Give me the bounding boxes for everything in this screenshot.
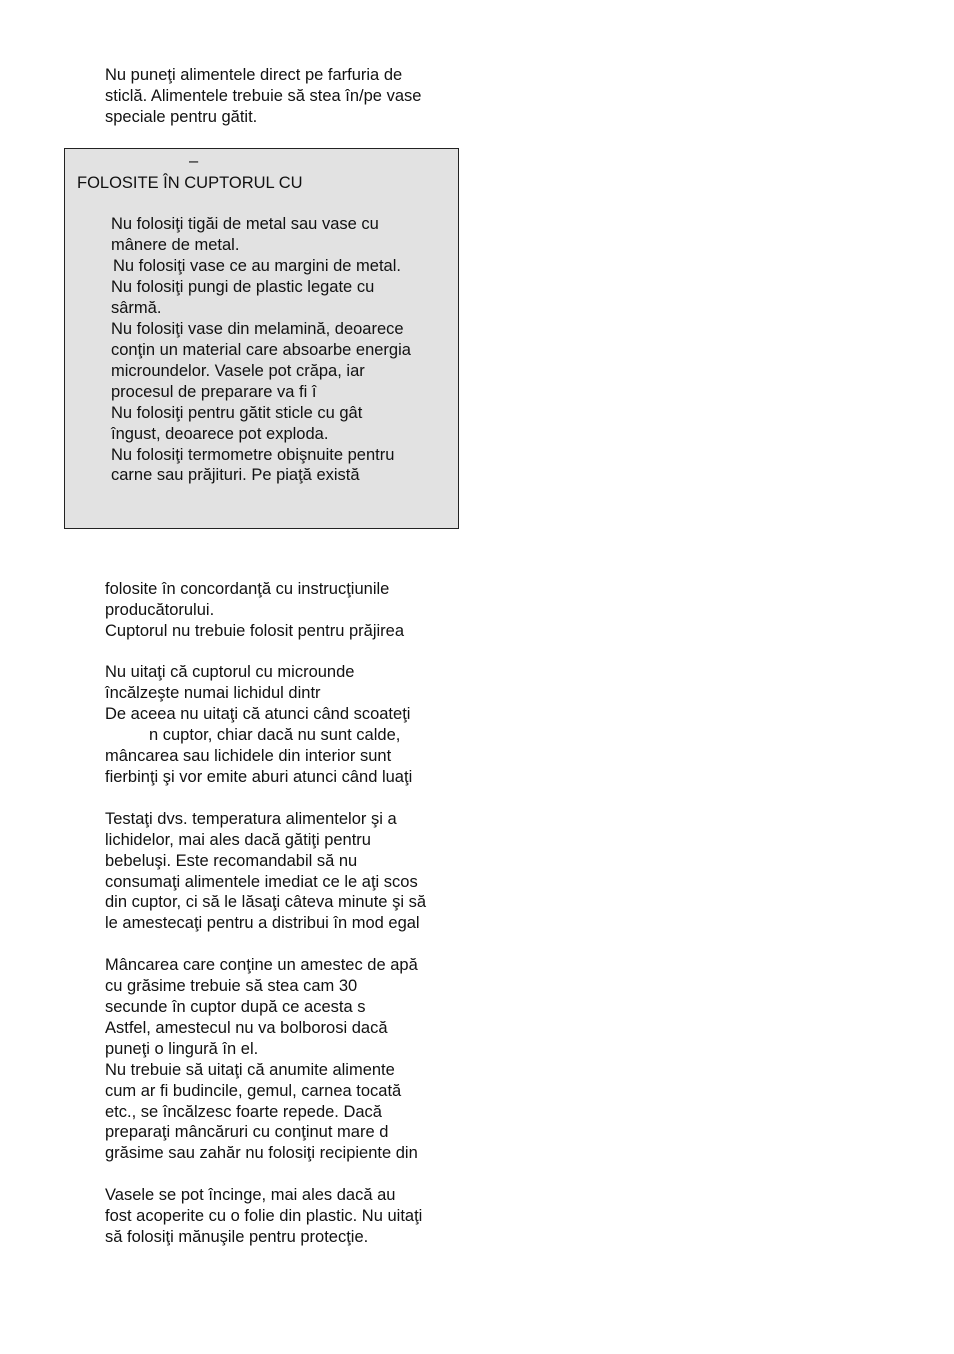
paragraph-line: cum ar fi budincile, gemul, carnea tocată	[105, 1082, 402, 1100]
warning-box-line: îngust, deoarece pot exploda.	[111, 425, 329, 443]
warning-box-line: procesul de preparare va fi î	[111, 383, 317, 401]
warning-box-line: Nu folosiţi pungi de plastic legate cu	[111, 278, 375, 296]
paragraph-line: le amestecaţi pentru a distribui în mod egal	[105, 914, 420, 932]
paragraph-line: Mâncarea care conţine un amestec de apă	[105, 956, 418, 974]
paragraph-line: Astfel, amestecul nu va bolborosi dacă	[105, 1019, 388, 1037]
paragraph-line: cu grăsime trebuie să stea cam 30	[105, 977, 358, 995]
paragraph-line: fierbinţi şi vor emite aburi atunci când luaţi	[105, 768, 413, 786]
intro-line: speciale pentru gătit.	[105, 108, 258, 126]
paragraph-line: fost acoperite cu o folie din plastic. Nu uitaţi	[105, 1207, 423, 1225]
paragraph-line: preparaţi mâncăruri cu conţinut mare d	[105, 1123, 389, 1141]
paragraph-line: Testaţi dvs. temperatura alimentelor şi a	[105, 810, 397, 828]
intro-line: Nu puneţi alimentele direct pe farfuria de	[105, 66, 403, 84]
warning-box-line: Nu folosiţi pentru gătit sticle cu gât	[111, 404, 363, 422]
paragraph-line: puneţi o lingură în el.	[105, 1040, 259, 1058]
paragraph-line: mâncarea sau lichidele din interior sunt	[105, 747, 392, 765]
warning-box-line: Nu folosiţi tigăi de metal sau vase cu	[111, 215, 379, 233]
paragraph-line: folosite în concordanţă cu instrucţiunile	[105, 580, 390, 598]
paragraph-line: n cuptor, chiar dacă nu sunt calde,	[149, 726, 401, 744]
warning-box-line: microundelor. Vasele pot crăpa, iar	[111, 362, 365, 380]
paragraph-line: lichidelor, mai ales dacă gătiţi pentru	[105, 831, 371, 849]
paragraph-line: consumaţi alimentele imediat ce le aţi scos	[105, 873, 418, 891]
paragraph-line: etc., se încălzesc foarte repede. Dacă	[105, 1103, 382, 1121]
paragraph-line: Vasele se pot încinge, mai ales dacă au	[105, 1186, 396, 1204]
paragraph-line: din cuptor, ci să le lăsaţi câteva minute şi să	[105, 893, 426, 911]
warning-box-line: conţin un material care absoarbe energia	[111, 341, 411, 359]
paragraph-line: grăsime sau zahăr nu folosiţi recipiente din	[105, 1144, 418, 1162]
paragraph-line: secunde în cuptor după ce acesta s	[105, 998, 366, 1016]
warning-box-line: Nu folosiţi vase din melamină, deoarece	[111, 320, 404, 338]
warning-box-dash: –	[189, 152, 199, 170]
warning-box-line: carne sau prăjituri. Pe piaţă există	[111, 466, 360, 484]
paragraph-line: Cuptorul nu trebuie folosit pentru prăjirea	[105, 622, 405, 640]
paragraph-line: De aceea nu uitaţi că atunci când scoateţi	[105, 705, 411, 723]
warning-box-line: Nu folosiţi vase ce au margini de metal.	[113, 257, 401, 275]
warning-box-heading: FOLOSITE ÎN CUPTORUL CU	[77, 174, 303, 192]
paragraph-line: Nu trebuie să uitaţi că anumite alimente	[105, 1061, 395, 1079]
warning-box-line: Nu folosiţi termometre obişnuite pentru	[111, 446, 395, 464]
intro-line: sticlă. Alimentele trebuie să stea în/pe vase	[105, 87, 422, 105]
paragraph-line: Nu uitaţi că cuptorul cu microunde	[105, 663, 355, 681]
paragraph-line: bebeluşi. Este recomandabil să nu	[105, 852, 358, 870]
paragraph-line: să folosiţi mănuşile pentru protecţie.	[105, 1228, 369, 1246]
warning-box-line: sârmă.	[111, 299, 162, 317]
warning-box-line: mânere de metal.	[111, 236, 240, 254]
paragraph-line: producătorului.	[105, 601, 215, 619]
paragraph-line: încălzeşte numai lichidul dintr	[105, 684, 321, 702]
